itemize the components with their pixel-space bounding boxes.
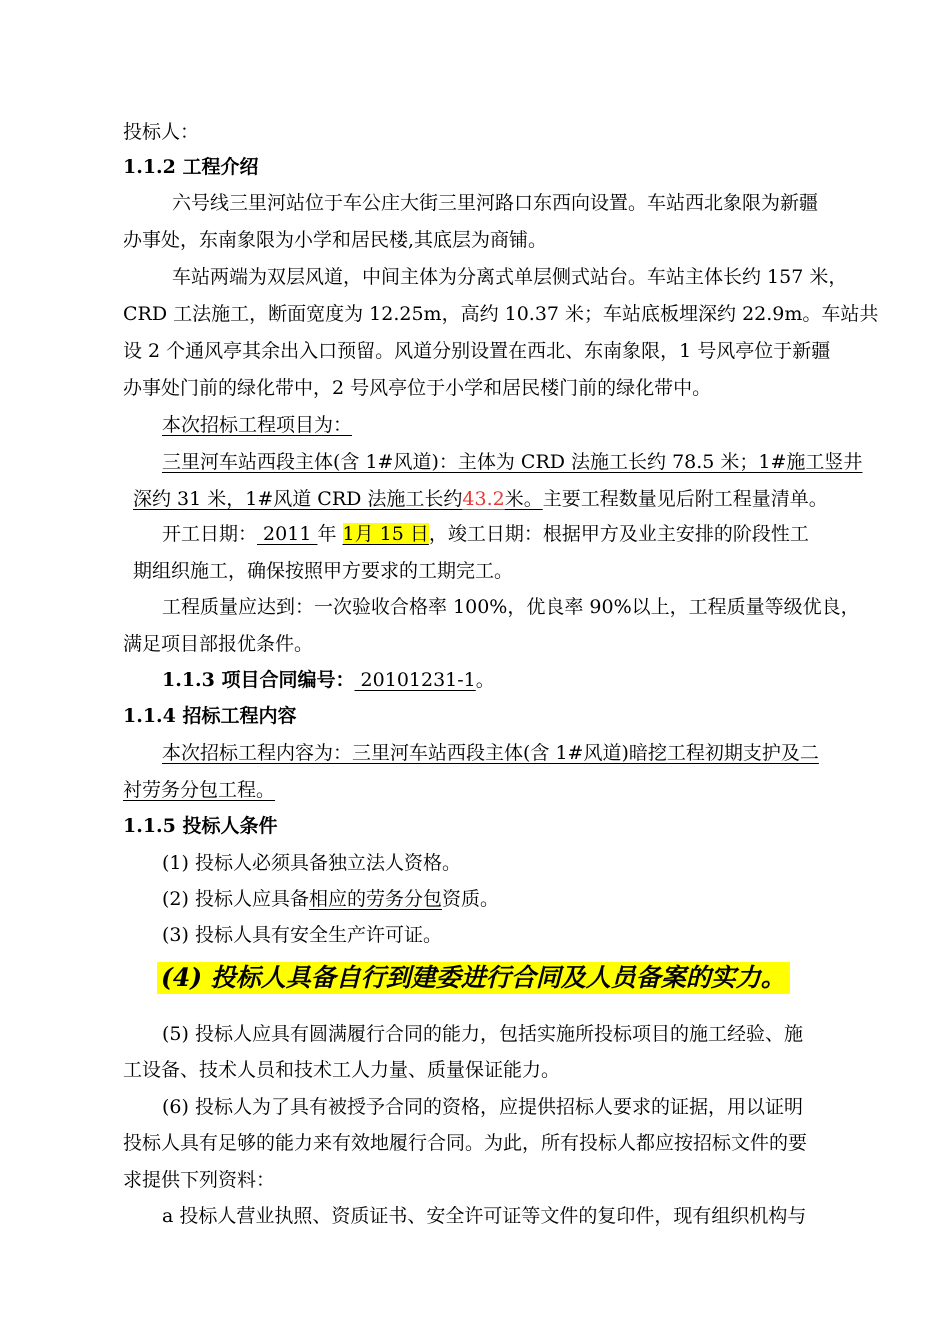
paragraph-line: 满足项目部报优条件。	[123, 633, 314, 655]
quantity-note: 主要工程数量见后附工程量清单。	[542, 488, 828, 510]
heading-1-1-2: 1.1.2 工程介绍	[123, 156, 259, 178]
start-date-label: 开工日期：	[162, 523, 258, 545]
bid-content-line: 本次招标工程内容为：三里河车站西段主体(含 1#风道)暗挖工程初期支护及二	[162, 742, 819, 764]
highlighted-condition: (4) 投标人具备自行到建委进行合同及人员备案的实力。	[157, 962, 790, 994]
paragraph-line: 求提供下列资料：	[123, 1169, 276, 1191]
condition-text: 资质。	[441, 888, 499, 910]
year-char: 年	[317, 523, 337, 545]
paragraph-line: 工程质量应达到：一次验收合格率 100%，优良率 90%以上，工程质量等级优良，	[162, 596, 860, 618]
heading-1-1-5: 1.1.5 投标人条件	[123, 815, 278, 837]
list-item-a: a 投标人营业执照、资质证书、安全许可证等文件的复印件，现有组织机构与	[162, 1205, 807, 1227]
paragraph-line: 六号线三里河站位于车公庄大街三里河路口东西向设置。车站西北象限为新疆	[172, 192, 819, 214]
unit-text: 米。	[504, 488, 543, 510]
condition-item: (5) 投标人应具有圆满履行合同的能力，包括实施所投标项目的施工经验、施	[162, 1023, 803, 1045]
bid-project-intro: 本次招标工程项目为：	[162, 414, 353, 436]
depth-text: 深约 31 米，1#风道 CRD 法施工长约	[133, 488, 463, 510]
paragraph-line: 办事处，东南象限为小学和居民楼,其底层为商铺。	[123, 229, 548, 251]
length-value: 43.2	[462, 488, 505, 510]
contract-label: 1.1.3 项目合同编号：	[162, 669, 355, 691]
condition-item: (1) 投标人必须具备独立法人资格。	[162, 852, 461, 874]
bidder-label: 投标人：	[123, 121, 200, 143]
heading-1-1-4: 1.1.4 招标工程内容	[123, 705, 297, 727]
start-year: 2011	[257, 523, 318, 545]
condition-item: (6) 投标人为了具有被授予合同的资格，应提供招标人要求的证据，用以证明	[162, 1096, 803, 1118]
contract-number: 20101231-1	[354, 669, 476, 691]
paragraph-line: 期组织施工，确保按照甲方要求的工期完工。	[133, 560, 514, 582]
condition-underline: 相应的劳务分包	[308, 888, 442, 910]
heading-1-1-3	[162, 668, 495, 692]
paragraph-line: CRD 工法施工，断面宽度为 12.25m，高约 10.37 米；车站底板埋深约 22.9m。车站共	[123, 303, 879, 325]
start-day: 15 日	[373, 523, 429, 545]
paragraph-line: 设 2 个通风亭其余出入口预留。风道分别设置在西北、东南象限，1 号风亭位于新疆	[123, 340, 831, 362]
paragraph-line: 投标人具有足够的能力来有效地履行合同。为此，所有投标人都应按招标文件的要	[123, 1132, 808, 1154]
condition-item	[162, 887, 499, 911]
period: 。	[475, 669, 495, 691]
start-date-line	[162, 522, 809, 546]
paragraph-line: 办事处门前的绿化带中，2 号风亭位于小学和居民楼门前的绿化带中。	[123, 377, 712, 399]
bid-project-line	[133, 487, 828, 511]
start-month: 1月	[342, 523, 374, 545]
bid-content-line: 衬劳务分包工程。	[123, 779, 276, 801]
paragraph-line: 工设备、技术人员和技术工人力量、质量保证能力。	[123, 1059, 561, 1081]
completion-text: ，竣工日期：根据甲方及业主安排的阶段性工	[428, 523, 809, 545]
bid-project-line: 三里河车站西段主体(含 1#风道)：主体为 CRD 法施工长约 78.5 米；1#施工竖井	[162, 451, 863, 473]
condition-item: (3) 投标人具有安全生产许可证。	[162, 924, 442, 946]
paragraph-line: 车站两端为双层风道，中间主体为分离式单层侧式站台。车站主体长约 157 米，	[172, 266, 848, 288]
condition-text: (2) 投标人应具备	[162, 888, 309, 910]
